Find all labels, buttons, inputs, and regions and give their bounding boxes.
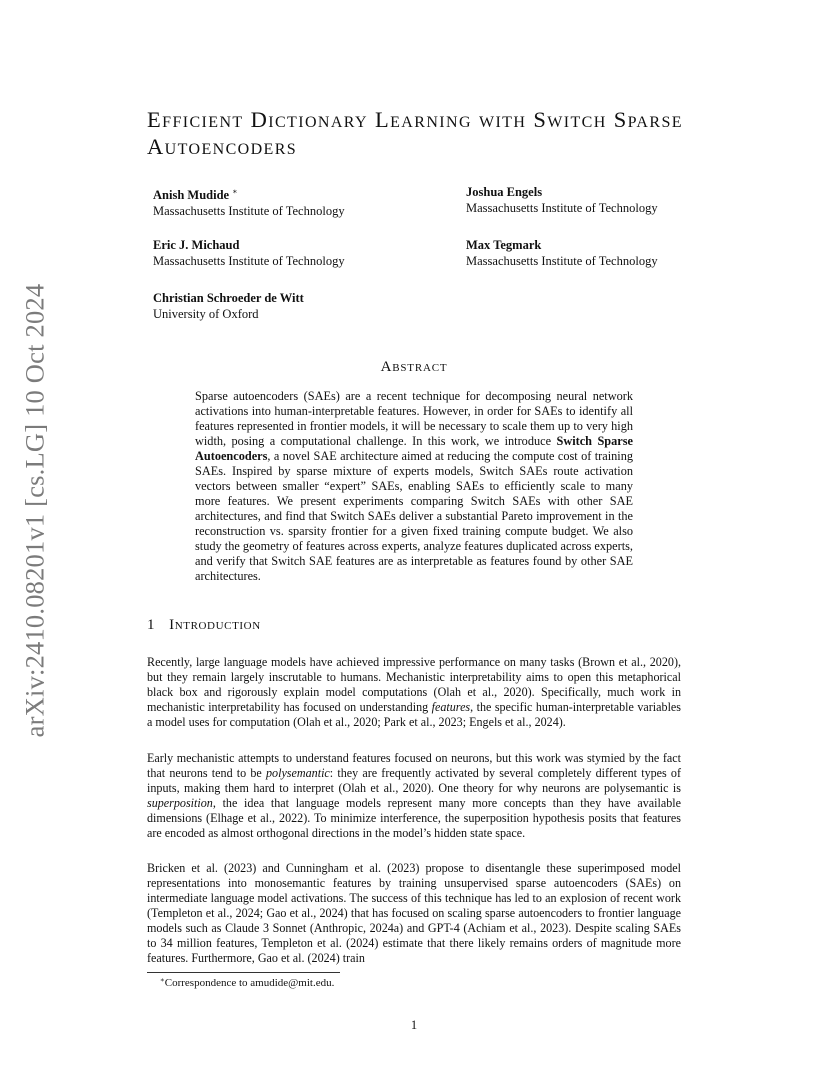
arxiv-identifier-stamp	[19, 283, 50, 737]
author-block	[466, 237, 658, 269]
author-name: Eric J. Michaud	[153, 238, 240, 252]
author-affiliation: Massachusetts Institute of Technology	[466, 254, 658, 268]
paper-title: Efficient Dictionary Learning with Switch Sparse Autoencoders	[147, 107, 683, 159]
section-title: Introduction	[169, 617, 261, 633]
abstract-emphasis: Switch Sparse Autoencoders	[195, 434, 633, 463]
footnote	[160, 976, 334, 989]
arxiv-identifier-text: arXiv:2410.08201v1 [cs.LG] 10 Oct 2024	[19, 283, 50, 737]
author-affiliation: Massachusetts Institute of Technology	[466, 201, 658, 215]
author-block	[153, 184, 345, 219]
abstract-text: , a novel SAE architecture aimed at reducing the compute cost of training SAEs. Inspired by sparse mixture of experts models, Switch SAEs route activation vectors between smaller “expert” SAEs, enabling SAEs to efficiently scale to many more features. We present experiments comparing Switch SAEs with other SAE architectures, and find that Switch SAEs deliver a substantial Pareto improvement in the reconstruction vs. sparsity frontier for a given fixed training compute budget. We also study the geometry of features across experts, analyze features duplicated across experts, and verify that Switch SAE features are as interpretable as features found by other SAE architectures.	[195, 449, 633, 583]
paragraph-text: : they are frequently activated by several completely different types of inputs, making them hard to interpret (Olah et al., 2020). One theory for why neurons are polysemantic is	[147, 766, 681, 795]
footnote-text: Correspondence to amudide@mit.edu.	[164, 977, 335, 989]
author-name: Anish Mudide	[153, 188, 230, 202]
section-number: 1	[147, 617, 156, 633]
author-affiliation: Massachusetts Institute of Technology	[153, 254, 345, 268]
paragraph-text: , the idea that language models represent many more concepts than they have available dimensions (Elhage et al., 2022). To minimize interference, the superposition hypothesis posits that features are encoded as almost orthogonal directions in the model’s hidden state space.	[147, 796, 681, 840]
author-affiliation: Massachusetts Institute of Technology	[153, 204, 345, 218]
paragraph-emphasis: features	[431, 700, 471, 714]
abstract-heading: Abstract	[380, 359, 448, 375]
body-paragraph	[147, 655, 681, 730]
author-name: Max Tegmark	[466, 238, 542, 252]
author-block	[466, 184, 658, 216]
page-number: 1	[410, 1018, 418, 1032]
paragraph-emphasis: polysemantic	[265, 766, 330, 780]
author-name: Joshua Engels	[466, 185, 543, 199]
abstract-body	[195, 389, 633, 584]
section-heading	[147, 617, 261, 634]
abstract-text: Sparse autoencoders (SAEs) are a recent technique for decomposing neural network activations into human-interpretable features. However, in order for SAEs to identify all features represented in frontier models, it will be necessary to scale them up to very high width, posing a computational challenge. In this work, we introduce	[195, 389, 633, 448]
paragraph-emphasis: superposition	[147, 796, 213, 810]
body-paragraph	[147, 751, 681, 841]
paragraph-text: , the specific human-interpretable variables a model uses for computation (Olah et al., 2020; Park et al., 2023; Engels et al., 2024).	[147, 700, 682, 729]
author-name: Christian Schroeder de Witt	[153, 291, 304, 305]
body-paragraph: Bricken et al. (2023) and Cunningham et al. (2023) propose to disentangle these superimposed model representations into monosemantic features by training unsupervised sparse autoencoders (SAEs) on intermediate language model activations. The success of this technique has led to an explosion of recent work (Templeton et al., 2024; Gao et al., 2024) that has focused on scaling sparse autoencoders to frontier language models such as Claude 3 Sonnet (Anthropic, 2024a) and GPT-4 (Achiam et al., 2023). Despite scaling SAEs to 34 million features, Templeton et al. (2024) estimate that there likely remains orders of magnitude more features. Furthermore, Gao et al. (2024) train	[147, 861, 681, 965]
author-block	[153, 290, 304, 322]
paragraph-text: Early mechanistic attempts to understand features focused on neurons, but this work was stymied by the fact that neurons tend to be	[147, 751, 681, 780]
footnote-divider	[147, 972, 340, 973]
author-affiliation: University of Oxford	[153, 307, 259, 321]
footnote-mark: ∗	[160, 976, 165, 984]
author-block	[153, 237, 345, 269]
paragraph-text: Recently, large language models have achieved impressive performance on many tasks (Brown et al., 2020), but they remain largely inscrutable to humans. Mechanistic interpretability aims to open this metaphorical black box and rigorously explain model computations (Olah et al., 2020). Specifically, much work in mechanistic interpretability has focused on understanding	[147, 655, 681, 714]
author-footnote-mark: ∗	[232, 187, 238, 196]
